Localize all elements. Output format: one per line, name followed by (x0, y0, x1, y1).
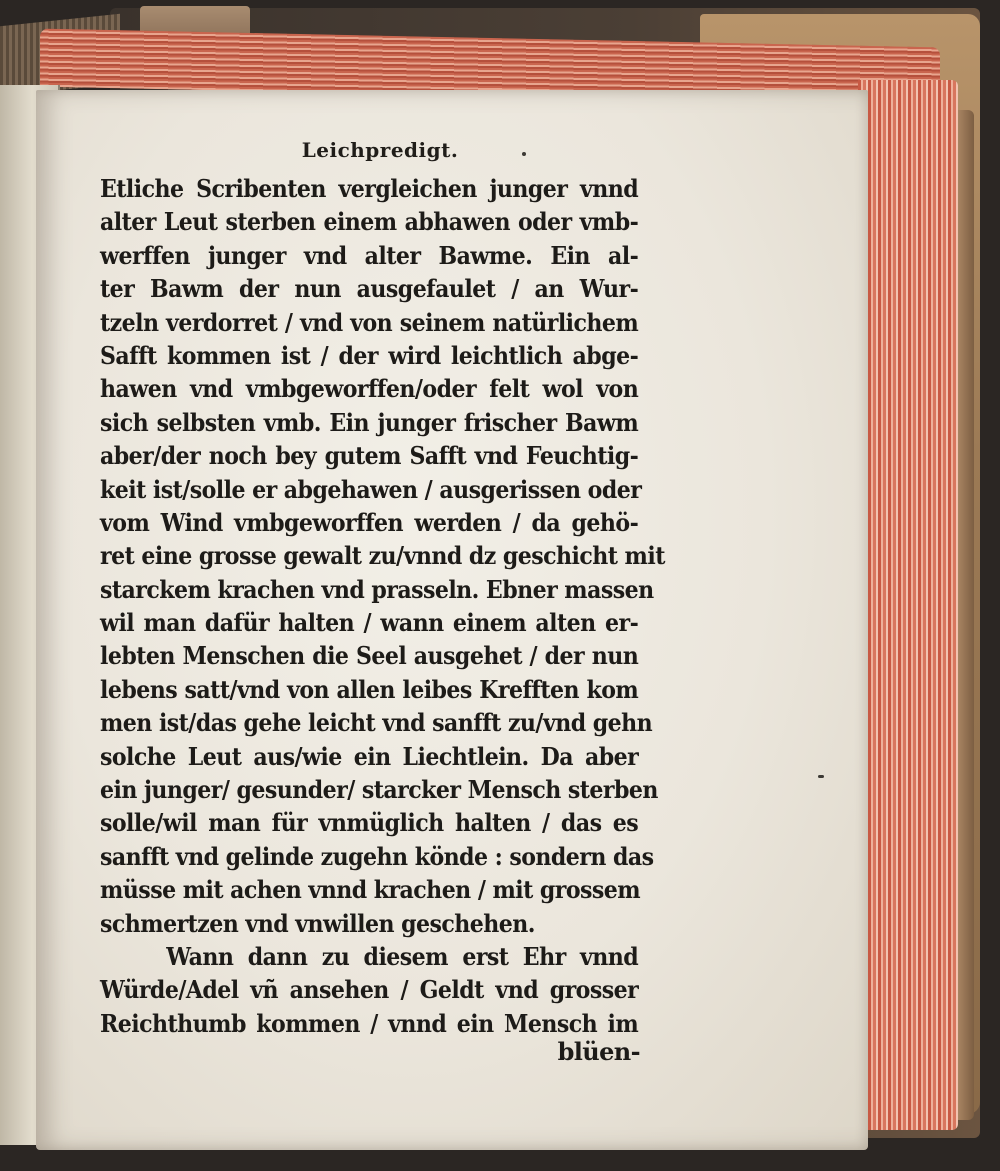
text-line: hawen vnd vmbgeworffen/oder felt wol von (100, 374, 639, 404)
text-line: lebten Menschen die Seel ausgehet / der nun (100, 641, 639, 671)
text-line: alter Leut sterben einem abhawen oder vmb- (100, 207, 639, 237)
text-line: schmertzen vnd vnwillen geschehen. (100, 908, 535, 938)
text-line: solche Leut aus/wie ein Liechtlein. Da aber (100, 741, 639, 771)
text-line: wil man dafür halten / wann einem alten er- (100, 608, 639, 638)
text-line: sich selbsten vmb. Ein junger frischer Bawm (100, 407, 639, 437)
text-line: Wann dann zu diesem erst Ehr vnnd (166, 941, 639, 971)
text-line: starckem krachen vnd prasseln. Ebner massen (100, 574, 654, 604)
text-line: müsse mit achen vnnd krachen / mit grossem (100, 875, 641, 905)
catchword: blüen- (557, 1037, 640, 1066)
text-line: aber/der noch bey gutem Safft vnd Feuchtig- (100, 441, 639, 471)
text-line: Würde/Adel vñ ansehen / Geldt vnd grosser (100, 975, 639, 1005)
text-line: ter Bawm der nun ausgefaulet / an Wur- (100, 274, 639, 304)
text-block (100, 172, 665, 1040)
text-line: Safft kommen ist / der wird leichtlich abge- (100, 340, 639, 370)
text-line: solle/wil man für vnmüglich halten / das es (100, 808, 639, 838)
text-line: Etliche Scribenten vergleichen junger vnnd (100, 174, 639, 203)
text-line: ret eine grosse gewalt zu/vnnd dz geschicht mit (100, 541, 665, 571)
running-head: Leichpredigt. (301, 138, 459, 162)
text-line: Reichthumb kommen / vnnd ein Mensch im (100, 1008, 639, 1038)
text-line: keit ist/solle er abgehawen / ausgerissen oder (100, 474, 642, 504)
text-line: lebens satt/vnd von allen leibes Krefften kom (100, 674, 639, 704)
text-line: tzeln verdorret / vnd von seinem natürlichem (100, 307, 639, 337)
ink-speck (818, 775, 824, 778)
text-line: vom Wind vmbgeworffen werden / da gehö- (100, 507, 639, 537)
ink-speck (522, 152, 526, 156)
fore-edge-pages (858, 80, 958, 1130)
text-line: ein junger/ gesunder/ starcker Mensch sterben (100, 775, 658, 805)
text-line: sanfft vnd gelinde zugehn könde : sondern das (100, 841, 654, 871)
text-line: werffen junger vnd alter Bawme. Ein al- (100, 240, 639, 270)
text-line: men ist/das gehe leicht vnd sanfft zu/vnd gehn (100, 708, 653, 738)
